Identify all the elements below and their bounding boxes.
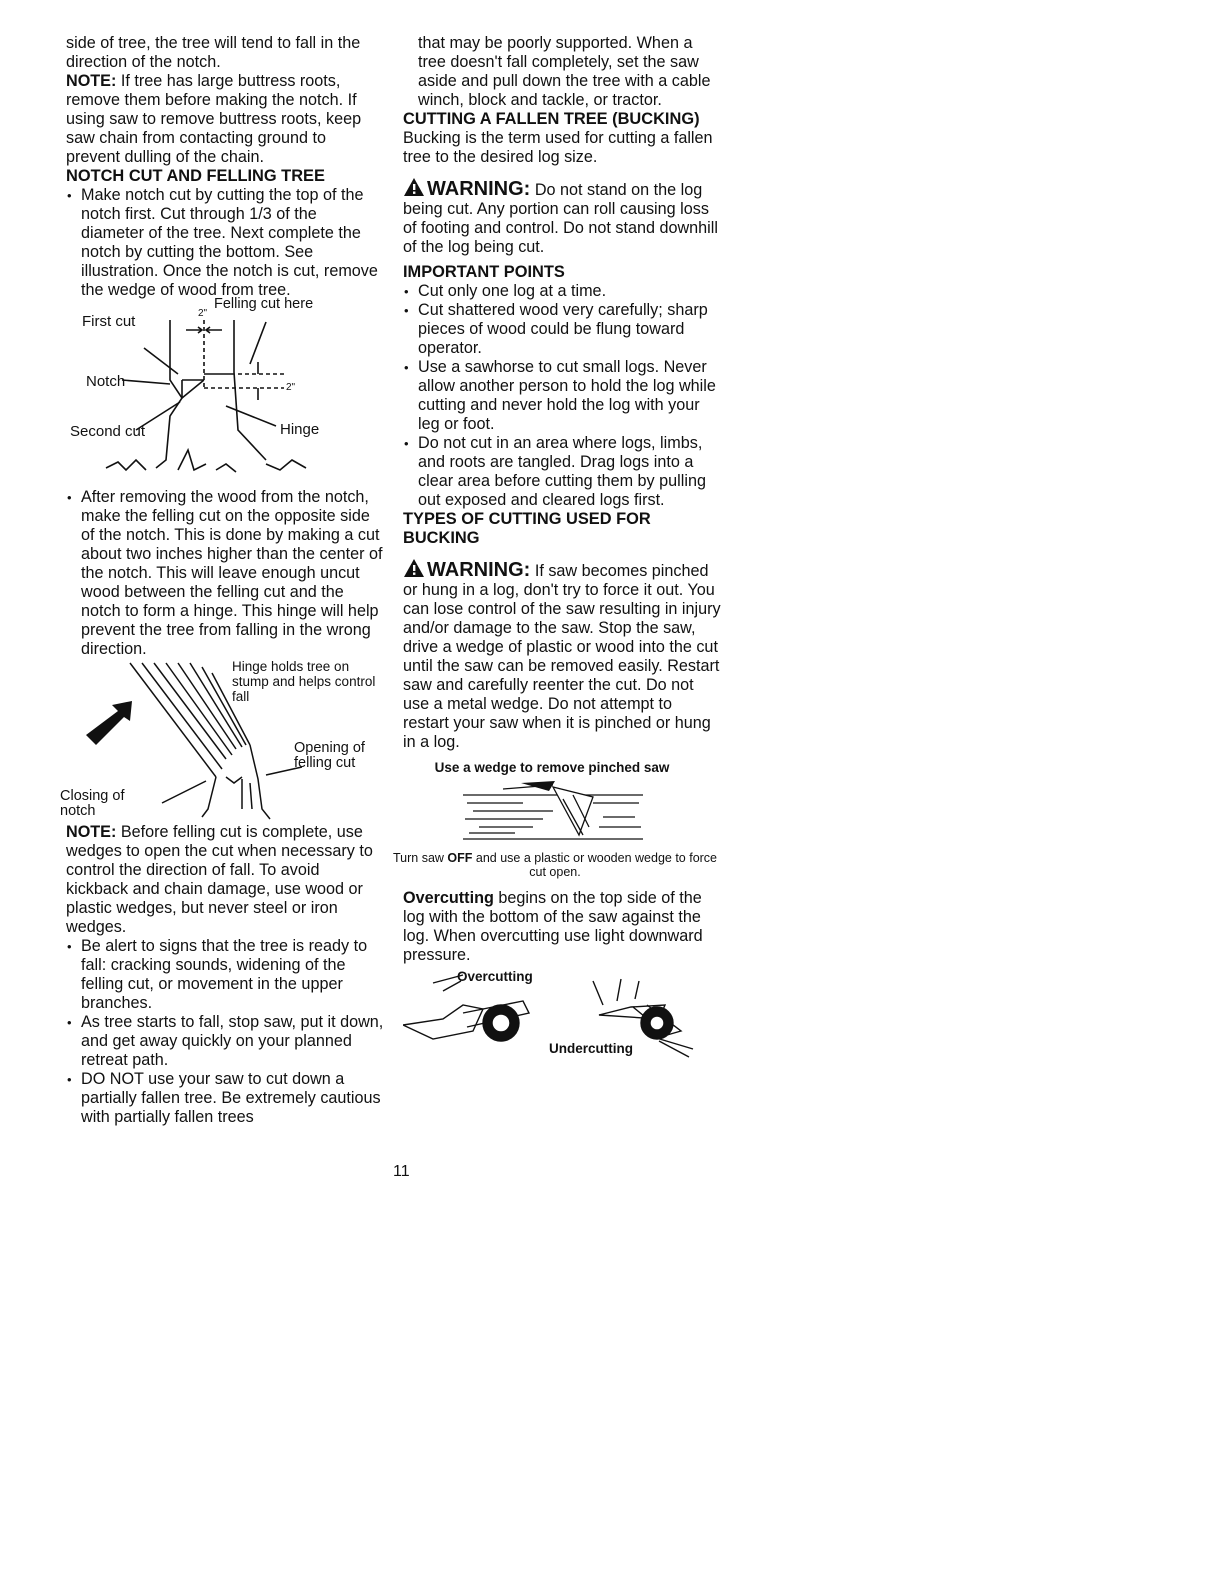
- warning-icon: [403, 558, 425, 578]
- heading-important-points: IMPORTANT POINTS: [403, 263, 565, 281]
- list-item: • After removing the wood from the notch, make the felling cut on the opposite side of the notch. This is done by making a cut about two inches higher than the center of the notch. This will leave enough uncut wood between the felling cut and the notch to form a hinge. This hinge will help prevent the tree from falling in the wrong direction.: [66, 488, 384, 659]
- bucking-definition: Bucking is the term used for cutting a fallen tree to the desired log size.: [403, 129, 713, 166]
- warning-label: WARNING:: [427, 178, 531, 200]
- list-item: • Cut only one log at a time.: [403, 282, 721, 301]
- overcutting-label: Overcutting: [403, 889, 494, 907]
- heading-types-of-cutting: TYPES OF CUTTING USED FOR BUCKING: [403, 510, 651, 547]
- label-closing: Closing of notch: [60, 788, 125, 819]
- hinge-diagram: [60, 659, 384, 821]
- list-item: • Do not cut in an area where logs, limbs, and roots are tangled. Drag logs into a clear area before cutting them by pulling out exposed and cleared logs first.: [403, 434, 721, 510]
- fraction: 1/3: [249, 205, 272, 223]
- label-hinge: Hinge: [280, 421, 320, 438]
- heading-notch-cut: NOTCH CUT AND FELLING TREE: [66, 167, 325, 185]
- list-item: • As tree starts to fall, stop saw, put it down, and get away quickly on your planned retreat path.: [66, 1013, 384, 1070]
- falling-list: [66, 937, 384, 1127]
- wedge-diagram: [403, 777, 721, 851]
- warning-label: WARNING:: [427, 559, 531, 581]
- label-hinge-holds: Hinge holds tree on stump and helps control fall: [232, 659, 376, 704]
- list-item: [66, 186, 384, 300]
- figure-caption-wedge: Use a wedge to remove pinched saw: [434, 760, 670, 775]
- list-item: • Be alert to signs that the tree is ready to fall: cracking sounds, widening of the felling cut, or movement in the upper branches.: [66, 937, 384, 1013]
- label-opening: Opening of felling cut: [294, 740, 365, 771]
- label-notch: Notch: [86, 373, 126, 390]
- notch-text-a: Make notch cut by cutting the top of the notch first. Cut through: [81, 186, 364, 223]
- note-label: NOTE:: [66, 72, 117, 90]
- note-text: Before felling cut is complete, use wedges to open the cut when necessary to control the direction of fall. To avoid kickback and chain damage, use wood or plastic wedges, but never steel or iron wedges.: [66, 823, 373, 936]
- note-text: If tree has large buttress roots, remove them before making the notch. If using saw to remove buttress roots, keep saw chain from contacting ground to prevent dulling of the chain.: [66, 72, 362, 166]
- subcaption-b: and use a plastic or wooden wedge to force cut open.: [472, 851, 718, 879]
- notch-list: [66, 186, 384, 300]
- wedge-diagram-drawing: [403, 777, 713, 851]
- note-buttress: [66, 72, 384, 167]
- warning-text: Do not stand on the log being cut. Any portion can roll causing loss of footing and control. Do not stand downhill of the log being cut.: [403, 181, 718, 256]
- figure-subcaption-wedge: [389, 851, 721, 879]
- label-felling-cut-here: Felling cut here: [214, 296, 314, 312]
- list-item: • DO NOT use your saw to cut down a partially fallen tree. Be extremely cautious with partially fallen trees: [66, 1070, 384, 1127]
- right-column: [392, 34, 721, 1065]
- page-number: 11: [393, 1163, 410, 1180]
- heading-bucking: CUTTING A FALLEN TREE (BUCKING): [403, 110, 700, 128]
- list-item: • Cut shattered wood very carefully; sharp pieces of wood could be flung toward operator.: [403, 301, 721, 358]
- felling-list: [66, 488, 384, 659]
- label-second-cut: Second cut: [70, 423, 146, 440]
- overcutting-paragraph: [403, 889, 721, 965]
- points-list: [403, 282, 721, 510]
- label-undercutting: Undercutting: [549, 1041, 633, 1056]
- label-first-cut: First cut: [82, 313, 136, 330]
- label-overcutting: Overcutting: [457, 969, 533, 984]
- subcaption-a: Turn saw: [392, 851, 448, 865]
- note-wedges: [66, 823, 384, 937]
- notch-diagram: [66, 296, 384, 478]
- note-label: NOTE:: [66, 823, 117, 841]
- warning-text: If saw becomes pinched or hung in a log, don't try to force it out. You can lose control of the saw resulting in injury and/or damage to the saw. Stop the saw, drive a wedge of plastic or wood into the cut until the saw can be removed easily. Restart saw and carefully reenter the cut. Do not use a metal wedge. Do not attempt to restart your saw when it is pinched or hung in a log.: [403, 562, 721, 751]
- continued-text: that may be poorly supported. When a tree doesn't fall completely, set the saw aside and pull down the tree with a cable winch, block and tackle, or tractor.: [418, 34, 711, 109]
- intro-text: side of tree, the tree will tend to fall in the direction of the notch.: [66, 34, 361, 71]
- left-column: [60, 34, 384, 1127]
- over-under-cutting-diagram: [403, 965, 721, 1065]
- list-item: • Use a sawhorse to cut small logs. Never allow another person to hold the log while cutting and never hold the log with your leg or foot.: [403, 358, 721, 434]
- subcaption-off: OFF: [447, 851, 473, 865]
- warning-stand: [403, 177, 721, 257]
- label-dim-right: 2": [286, 382, 296, 393]
- overcutting-text: begins on the top side of the log with the bottom of the saw against the log. When overcutting use light downward pressure.: [403, 889, 703, 964]
- warning-icon: [403, 177, 425, 197]
- notch-text-b: of the diameter of the tree. Next complete the notch by cutting the bottom. See illustration. Once the notch is cut, remove the wedge of wood from tree.: [81, 205, 378, 299]
- warning-pinched: [403, 558, 721, 752]
- label-dim-top: 2": [198, 308, 208, 319]
